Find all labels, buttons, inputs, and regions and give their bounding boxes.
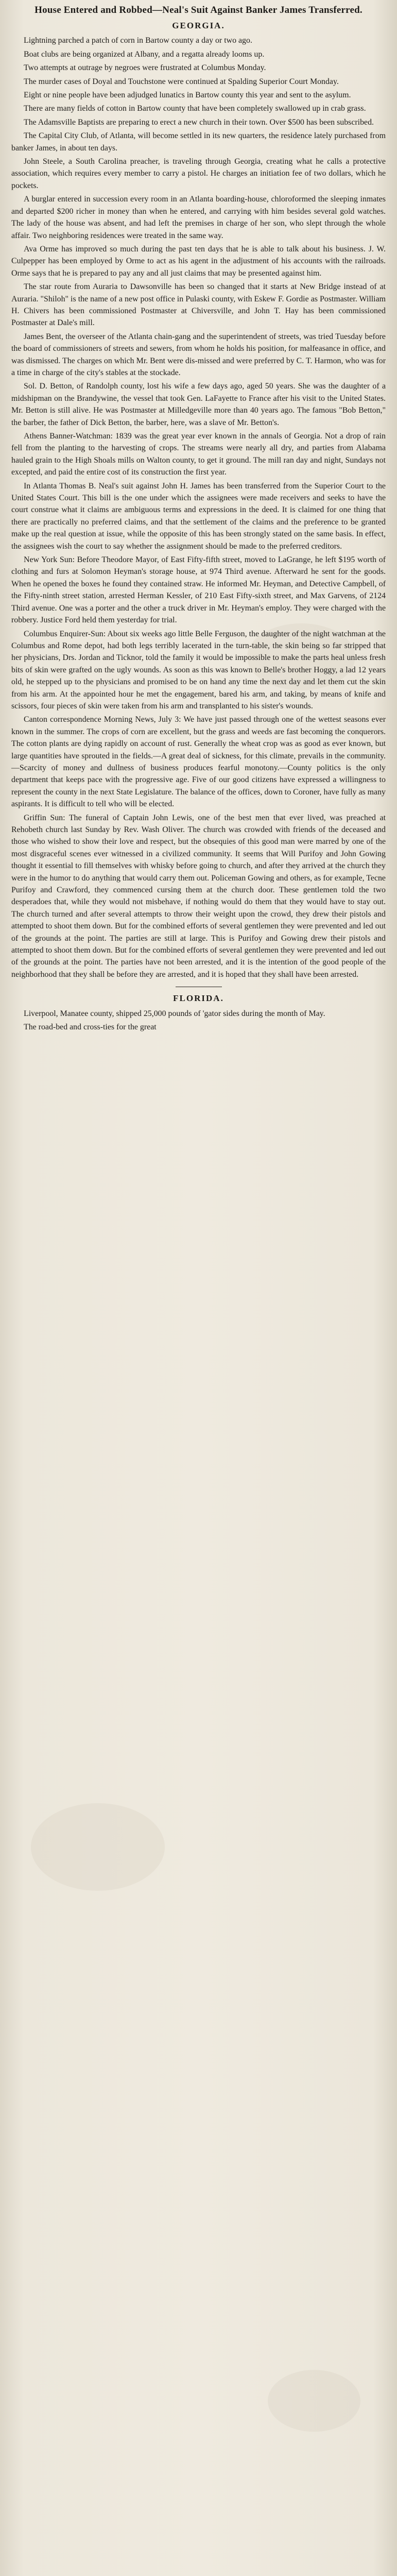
section-heading: GEORGIA. [172, 21, 225, 30]
news-item: The star route from Auraria to Dawsonville has been so changed that it starts at New Bridge instead of at Auraria. "Shiloh" is the name of a new post office in Pulaski county, with Eskew F. Gordie as Postmaster. William H. Chivers has been commissioned Postmaster at Chiversville, and John T. Hay has been commissioned Postmaster at Dale's mill. [11, 282, 386, 328]
news-item: The murder cases of Doyal and Touchstone were continued at Spalding Superior Court Monday. [24, 77, 339, 86]
news-item: Lightning parched a patch of corn in Bartow county a day or two ago. [24, 36, 252, 45]
news-item: In Atlanta Thomas B. Neal's suit against John H. James has been transferred from the Superior Court to the United States Court. This bill is the one under which the assignees were made receivers and seeks to have the court construe what it claims are ambiguous terms and expressions in the deed. It is claimed for one thing that there are practically no preferred claims, and that the settlement of the claims and the preference to be granted make up the real question at issue, while the opposite of this has been strongly stated on the same basis. In effect, the assignees wish the court to say whether the assignment should be made to the preferred creditors. [11, 481, 386, 551]
news-item: Eight or nine people have been adjudged lunatics in Bartow county this year and sent to the asylum. [24, 91, 351, 100]
news-item: Columbus Enquirer-Sun: About six weeks ago little Belle Ferguson, the daughter of the night watchman at the Columbus and Rome depot, had both legs terribly lacerated in the turn-table, the skin being so far stripped that her physicians, Drs. Jordan and Ticknor, told the family it would be impossible to make the parts heal unless fresh bits of skin were grafted on the ugly wounds. As soon as this was known to Belle's brother Hoggy, a lad 12 years old, he stepped up to the physicians and promised to be on hand any time the next day and let them cut the skin from his arm. At the appointed hour he met the engagement, bared his arm, and taking, by means of knife and scissors, four pieces of skin were taken from his arm and transplanted to his sister's wounds. [11, 629, 386, 710]
news-item: Ava Orme has improved so much during the past ten days that he is able to talk about his business. J. W. Culpepper has been employed by Orme to act as his agent in the adjustment of his accounts with the railroads. Orme says that he is prepared to pay any and all just claims that may be presented against him. [11, 244, 386, 278]
news-item: Athens Banner-Watchman: 1839 was the great year ever known in the annals of Georgia. Not a drop of rain fell from the planting to the harvesting of crops. The streams were nearly all dry, and parties from Alabama hauled grain to the High Shoals mills on Walton county, to get it ground. The mill ran day and night, Sundays not excepted, and paid the entire cost of its construction the first year. [11, 432, 386, 477]
news-item: The Adamsville Baptists are preparing to erect a new church in their town. Over $500 has been subscribed. [24, 117, 374, 127]
article-headline: House Entered and Robbed—Neal's Suit Against Banker James Transferred. [34, 5, 363, 15]
news-item: Boat clubs are being organized at Albany, and a regatta already looms up. [24, 49, 265, 59]
news-item: Griffin Sun: The funeral of Captain John Lewis, one of the best men that ever lived, was preached at Rehobeth church last Sunday by Rev. Wash Oliver. The church was crowded with friends of the deceased and those who wished to show their love and respect, but the obsequies of this good man were marred by one of the most disgraceful scenes ever witnessed in a civilized community. It seems that Will Purifoy and John Gowing thought it essential to fill themselves with whisky before going to church, and after they arrived at the church they were in the humor to do anything that would carry them out. Policeman Gowing and others, as for example, Tecne Purifoy and Crawford, they commenced cursing them at the church door. These gentlemen told the two desperadoes that, while they would not misbehave, if nothing would do them that they would have to stay out. The church turned and after several attempts to throw their weight upon the crowd, they drew their pistols and attempted to shoot them down. But for the combined efforts of several gentlemen they were prevented and led out of the grounds at the point. The parties are still at large. This is Purifoy and Gowing drew their pistols and attempted to shoot them down. But for the combined efforts of several gentlemen they were prevented and led out of the grounds at the point. The parties have not been arrested, and it is the intention of the good people of the neighborhood that they shall be before they are arrested, and it is hoped that they shall have been arrested. [11, 813, 386, 979]
section-florida [11, 992, 386, 1033]
news-item: James Bent, the overseer of the Atlanta chain-gang and the superintendent of streets, was tried Tuesday before the board of commissioners of streets and sewers, from whom he holds his position, for malfeasance in office, and was dismissed. The charges on which Mr. Bent were dis-missed and were preferred by C. T. Harmon, who was for a time in charge of the city's stables at the stockade. [11, 332, 386, 377]
news-column [11, 4, 386, 1035]
news-item: Sol. D. Betton, of Randolph county, lost his wife a few days ago, aged 50 years. She was the daughter of a midshipman on the Brandywine, the vessel that took Gen. LaFayette to France after his visit to the United States. Mr. Betton is still alive. He was Postmaster at Milledgeville more than 40 years ago. The famous "Bob Betton," the barber, the father of Dick Betton, the barber, here, was a slave of Mr. Betton's. [11, 382, 386, 427]
news-item: New York Sun: Before Theodore Mayor, of East Fifty-fifth street, moved to LaGrange, he left $195 worth of clothing and furs at Solomon Heyman's storage house, at 974 Third avenue. Afterward he sent for the goods. When he opened the boxes he found they contained straw. He informed Mr. Heyman, and Detective Campbell, of the Fifty-ninth street station, arrested Herman Kessler, of 210 East Fifty-sixth street, and Max Garvens, of 2124 Third avenue. One was a porter and the other a truck driver in Mr. Heyman's employ. They were charged with the robbery. Justice Ford held them yesterday for trial. [11, 555, 386, 625]
news-item: John Steele, a South Carolina preacher, is traveling through Georgia, creating what he calls a protective association, which requires every member to carry a pistol. He charges an initiation fee of two dollars, which he pockets. [11, 157, 386, 190]
news-item: Two attempts at outrage by negroes were frustrated at Columbus Monday. [24, 63, 266, 73]
news-item: The road-bed and cross-ties for the great [24, 1023, 157, 1032]
news-item: Canton correspondence Morning News, July 3: We have just passed through one of the wettest seasons ever known in the summer. The crops of corn are excellent, but the grass and weeds are fast becoming the conquerors. The cotton plants are dying rapidly on account of rust. Generally the wheat crop was as good as ever known, but large quantities have sprouted in the fields.—A great deal of sickness, for this climate, prevails in the community.—Scarcity of money and dullness of business produces fearful monotony.—County politics is the only department that keeps pace with the progressive age. Five of our good citizens have expressed a willingness to represent the county in the next State Legislature. The balance of the offices, down to Coroner, have fully as many aspirants. It is difficult to tell who will be elected. [11, 715, 386, 809]
news-item: Liverpool, Manatee county, shipped 25,000 pounds of 'gator sides during the month of May. [24, 1009, 325, 1018]
section-georgia [11, 20, 386, 980]
news-item: The Capital City Club, of Atlanta, will become settled in its new quarters, the residence lately purchased from banker James, in about ten days. [11, 131, 386, 152]
news-item: There are many fields of cotton in Bartow county that have been completely swallowed up in crab grass. [24, 104, 366, 113]
section-heading: FLORIDA. [173, 993, 224, 1004]
news-item: A burglar entered in succession every room in an Atlanta boarding-house, chloroformed the sleeping inmates and departed $200 richer in money than when he entered, and carrying with him besides several gold watches. The lady of the house was absent, and had left the premises in charge of her son, who slept through the whole affair. Two neighboring residences were treated in the same way. [11, 195, 386, 240]
